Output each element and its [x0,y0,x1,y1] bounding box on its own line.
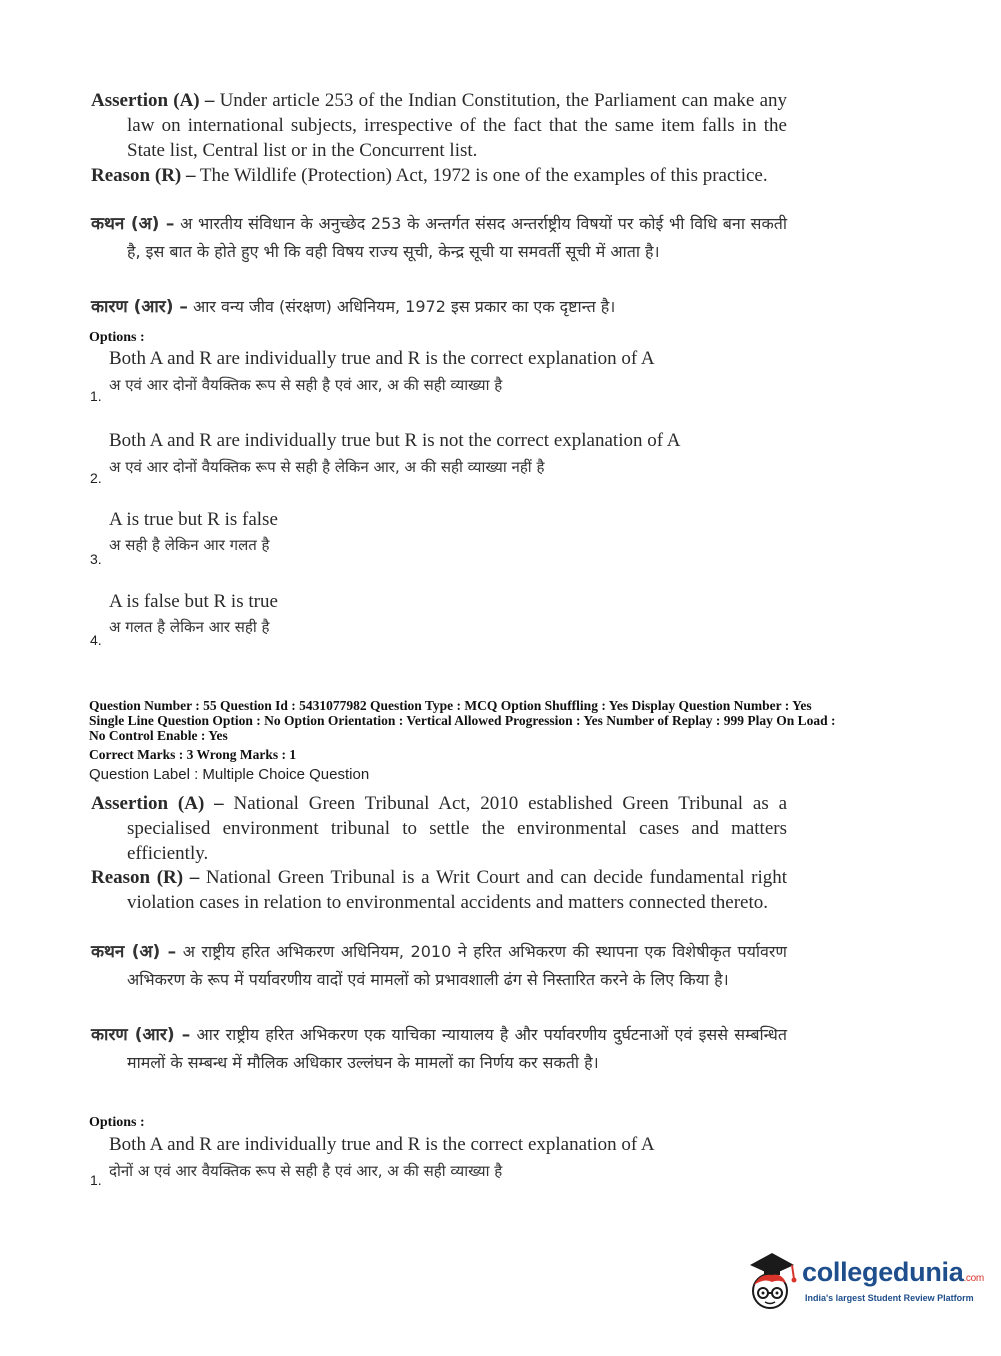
logo-brand: collegedunia.com [802,1257,984,1287]
q55-kathan [91,938,787,994]
q54-option-1-en: Both A and R are individually true and R is the correct explanation of A [109,348,655,369]
q55-meta [89,698,919,743]
q55-kathan-head: कथन (अ) – [91,942,177,962]
q55-meta-line-1: Question Number : 55 Question Id : 5431077982 Question Type : MCQ Option Shuffling : Yes Display Question Number : Yes [89,698,812,713]
q55-reason [91,865,787,915]
q54-assertion-head: Assertion (A) – [91,90,215,111]
q55-question-label: Question Label : Multiple Choice Question [89,766,370,783]
mascot-icon [742,1247,802,1317]
q54-kathan-body: अ भारतीय संविधान के अनुच्छेद 253 के अन्तर्गत संसद अन्तर्राष्ट्रीय विषयों पर कोई भी विधि बना सकती है, इस बात के होते हुए भी कि वही विषय राज्य सूची, केन्द्र सूची या समवर्ती सूची में आता है। [127,214,788,261]
q54-option-4-en: A is false but R is true [109,591,278,612]
q55-meta-line-3: No Control Enable : Yes [89,728,228,743]
q54-option-3-num: 3. [90,551,102,567]
q54-reason [91,163,787,188]
q55-option-1-hi: दोनों अ एवं आर वैयक्तिक रूप से सही है एवं आर, अ की सही व्याख्या है [109,1162,503,1180]
q55-options-label: Options : [89,1115,145,1130]
q55-reason-body: National Green Tribunal is a Writ Court and can decide fundamental right violation cases in relation to environmental accidents and matters connected thereto. [127,867,788,913]
q54-kathan [91,210,787,266]
q54-option-3-hi: अ सही है लेकिन आर गलत है [109,536,270,554]
q54-option-1-hi: अ एवं आर दोनों वैयक्तिक रूप से सही है एवं आर, अ की सही व्याख्या है [109,376,503,394]
q55-assertion-head: Assertion (A) – [91,793,224,814]
q55-assertion [91,791,787,866]
q54-karan-head: कारण (आर) – [91,297,188,317]
q54-options-label: Options : [89,330,145,345]
q55-karan-head: कारण (आर) – [91,1025,191,1045]
q54-option-3-en: A is true but R is false [109,509,278,530]
q55-kathan-body: अ राष्ट्रीय हरित अभिकरण अधिनियम, 2010 ने हरित अभिकरण की स्थापना एक विशेषीकृत पर्यावरण अभिकरण के रूप में पर्यावरणीय वादों एवं मामलों को प्रभावशाली ढंग से निस्तारित करने के लिए किया है। [127,942,787,989]
q54-option-2-hi: अ एवं आर दोनों वैयक्तिक रूप से सही है लेकिन आर, अ की सही व्याख्या नहीं है [109,458,545,476]
logo-suffix: .com [963,1273,984,1284]
q55-karan [91,1021,787,1077]
q54-karan [91,293,787,321]
q54-option-4-num: 4. [90,632,102,648]
q55-marks: Correct Marks : 3 Wrong Marks : 1 [89,747,297,762]
q54-option-2-en: Both A and R are individually true but R is not the correct explanation of A [109,430,681,451]
q54-karan-body: आर वन्य जीव (संरक्षण) अधिनियम, 1972 इस प्रकार का एक दृष्टान्त है। [193,297,616,316]
logo-tagline: India's largest Student Review Platform [805,1293,974,1303]
q54-assertion [91,88,787,163]
q55-option-1-en: Both A and R are individually true and R is the correct explanation of A [109,1134,655,1155]
q54-option-2-num: 2. [90,470,102,486]
collegedunia-logo [742,1245,984,1320]
q55-assertion-body: National Green Tribunal Act, 2010 established Green Tribunal as a specialised environment tribunal to settle the environmental cases and matters efficiently. [127,793,787,864]
q55-reason-head: Reason (R) – [91,867,200,888]
q54-reason-body: The Wildlife (Protection) Act, 1972 is one of the examples of this practice. [199,165,768,186]
q54-option-1-num: 1. [90,388,102,404]
q54-reason-head: Reason (R) – [91,165,196,186]
q55-karan-body: आर राष्ट्रीय हरित अभिकरण एक याचिका न्यायालय है और पर्यावरणीय दुर्घटनाओं एवं इससे सम्बन्धित मामलों के सम्बन्ध में मौलिक अधिकार उल्लंघन के मामलों का निर्णय कर सकती है। [127,1025,787,1072]
q55-option-1-num: 1. [90,1172,102,1188]
q54-assertion-body: Under article 253 of the Indian Constitution, the Parliament can make any law on international subjects, irrespective of the fact that the same item falls in the State list, Central list or in the Concurrent list. [127,90,788,161]
q54-kathan-head: कथन (अ) – [91,214,175,234]
q55-meta-line-2: Single Line Question Option : No Option Orientation : Vertical Allowed Progression : Yes Number of Replay : 999 Play On Load : [89,713,836,728]
q54-option-4-hi: अ गलत है लेकिन आर सही है [109,618,270,636]
